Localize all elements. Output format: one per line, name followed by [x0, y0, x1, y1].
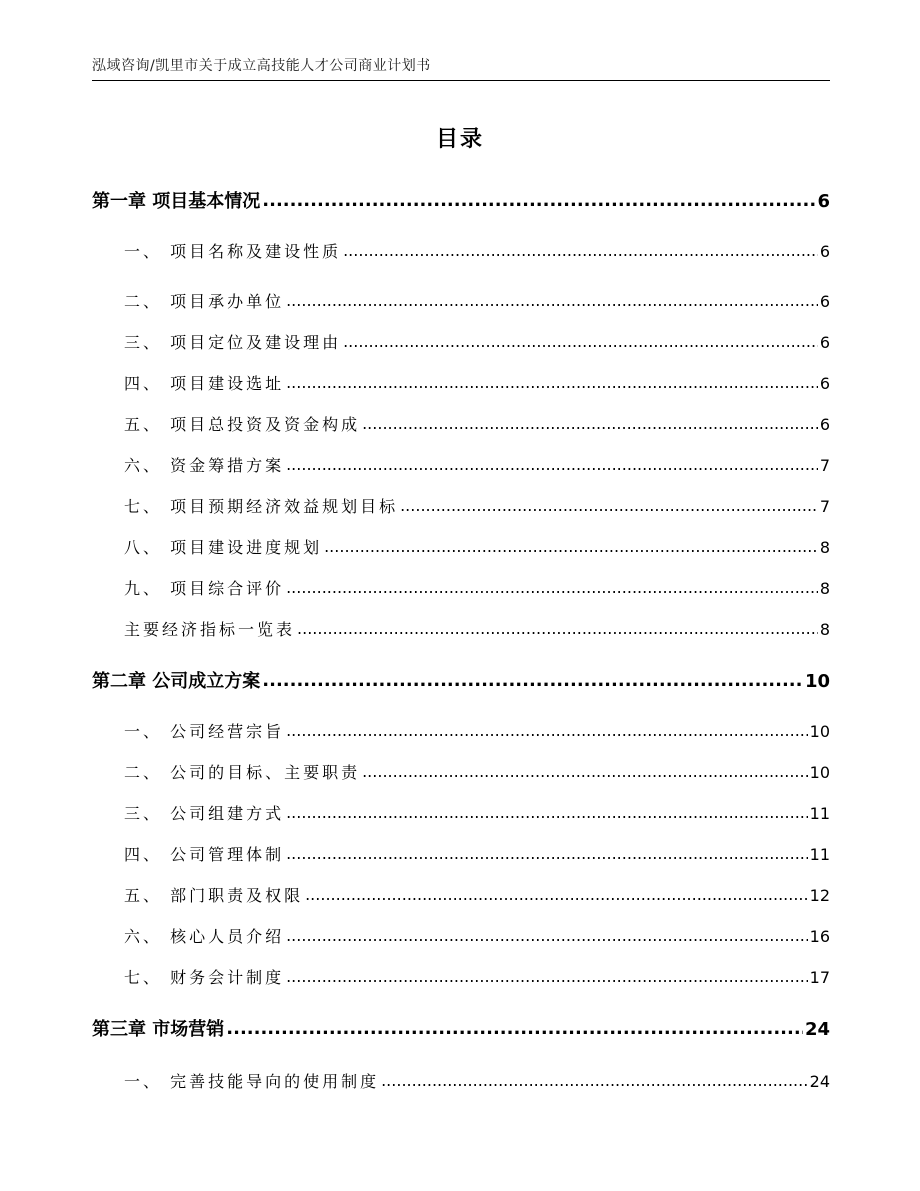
toc-entry-text: 四、 项目建设选址 [124, 374, 285, 393]
toc-dot-leader [286, 578, 818, 597]
toc-page-number: 16 [809, 927, 830, 946]
toc-entry-text: 七、 财务会计制度 [124, 968, 285, 987]
toc-chapter-entry[interactable] [92, 187, 830, 213]
toc-section-entry[interactable] [124, 842, 830, 865]
toc-page-number: 11 [809, 845, 830, 864]
toc-dot-leader [286, 967, 808, 986]
toc-page-number: 24 [804, 1019, 830, 1040]
toc-entry-text: 一、 完善技能导向的使用制度 [124, 1072, 380, 1091]
toc-page-number: 6 [819, 242, 830, 261]
toc-section-entry[interactable] [124, 760, 830, 783]
toc-page-number: 11 [809, 804, 830, 823]
toc-section-entry[interactable] [124, 965, 830, 988]
toc-entry-text: 七、 项目预期经济效益规划目标 [124, 497, 399, 516]
toc-page-number: 17 [809, 968, 830, 987]
toc-entry-text: 二、 公司的目标、主要职责 [124, 763, 361, 782]
running-header: 泓域咨询/凯里市关于成立高技能人才公司商业计划书 [92, 58, 431, 74]
toc-entry-text: 六、 核心人员介绍 [124, 927, 285, 946]
toc-page-number: 12 [809, 886, 830, 905]
header-rule [92, 80, 830, 81]
toc-section-entry[interactable] [124, 412, 830, 435]
toc-dot-leader [286, 926, 808, 945]
toc-section-entry[interactable] [124, 289, 830, 312]
toc-page-number: 8 [819, 620, 830, 639]
toc-section-entry[interactable] [124, 239, 830, 262]
toc-dot-leader [286, 373, 818, 392]
toc-page-number: 7 [819, 456, 830, 475]
toc-entry-text: 九、 项目综合评价 [124, 579, 285, 598]
toc-dot-leader [324, 537, 818, 556]
toc-dot-leader [381, 1071, 808, 1090]
toc-section-entry[interactable] [124, 883, 830, 906]
toc-page-number: 10 [804, 671, 830, 692]
toc-page-number: 6 [819, 415, 830, 434]
toc-entry-text: 四、 公司管理体制 [124, 845, 285, 864]
toc-section-entry[interactable] [124, 576, 830, 599]
toc-section-entry[interactable] [124, 924, 830, 947]
toc-page-number: 8 [819, 579, 830, 598]
toc-section-entry[interactable] [124, 1069, 830, 1092]
toc-title: 目录 [435, 127, 484, 152]
toc-section-entry[interactable] [124, 453, 830, 476]
toc-dot-leader [362, 762, 808, 781]
toc-dot-leader [400, 496, 818, 515]
toc-entry-text: 一、 项目名称及建设性质 [124, 242, 342, 261]
toc-section-entry[interactable] [124, 371, 830, 394]
toc-entry-text: 八、 项目建设进度规划 [124, 538, 323, 557]
toc-page-number: 24 [809, 1072, 830, 1091]
toc-section-entry[interactable] [124, 719, 830, 742]
toc-page-number: 6 [817, 191, 830, 212]
toc-chapter-entry[interactable] [92, 1015, 830, 1041]
toc-entry-text: 第二章 公司成立方案 [92, 671, 261, 692]
toc-entry-text: 五、 部门职责及权限 [124, 886, 304, 905]
toc-page-number: 7 [819, 497, 830, 516]
toc-chapter-entry[interactable] [92, 667, 830, 693]
toc-page-number: 10 [809, 763, 830, 782]
toc-entry-text: 第三章 市场营销 [92, 1019, 225, 1040]
toc-dot-leader [262, 670, 803, 691]
toc-dot-leader [286, 803, 808, 822]
toc-dot-leader [343, 241, 818, 260]
toc-dot-leader [297, 619, 818, 638]
toc-entry-text: 二、 项目承办单位 [124, 292, 285, 311]
toc-dot-leader [286, 455, 818, 474]
toc-page-number: 8 [819, 538, 830, 557]
toc-section-entry[interactable] [124, 494, 830, 517]
toc-entry-text: 三、 项目定位及建设理由 [124, 333, 342, 352]
toc-section-entry[interactable] [124, 801, 830, 824]
toc-dot-leader [362, 414, 818, 433]
toc-page-number: 6 [819, 292, 830, 311]
toc-entry-text: 五、 项目总投资及资金构成 [124, 415, 361, 434]
toc-entry-text: 六、 资金筹措方案 [124, 456, 285, 475]
toc-dot-leader [343, 332, 818, 351]
toc-dot-leader [286, 844, 808, 863]
toc-section-entry[interactable] [124, 535, 830, 558]
toc-entry-text: 一、 公司经营宗旨 [124, 722, 285, 741]
toc-dot-leader [262, 190, 815, 211]
toc-section-entry[interactable] [124, 617, 830, 640]
toc-dot-leader [226, 1018, 803, 1039]
toc-dot-leader [286, 291, 818, 310]
toc-page-number: 6 [819, 374, 830, 393]
toc-entry-text: 第一章 项目基本情况 [92, 191, 261, 212]
toc-dot-leader [305, 885, 808, 904]
toc-section-entry[interactable] [124, 330, 830, 353]
toc-entry-text: 三、 公司组建方式 [124, 804, 285, 823]
toc-page-number: 10 [809, 722, 830, 741]
toc-dot-leader [286, 721, 808, 740]
toc-entry-text: 主要经济指标一览表 [124, 620, 296, 639]
toc-page-number: 6 [819, 333, 830, 352]
